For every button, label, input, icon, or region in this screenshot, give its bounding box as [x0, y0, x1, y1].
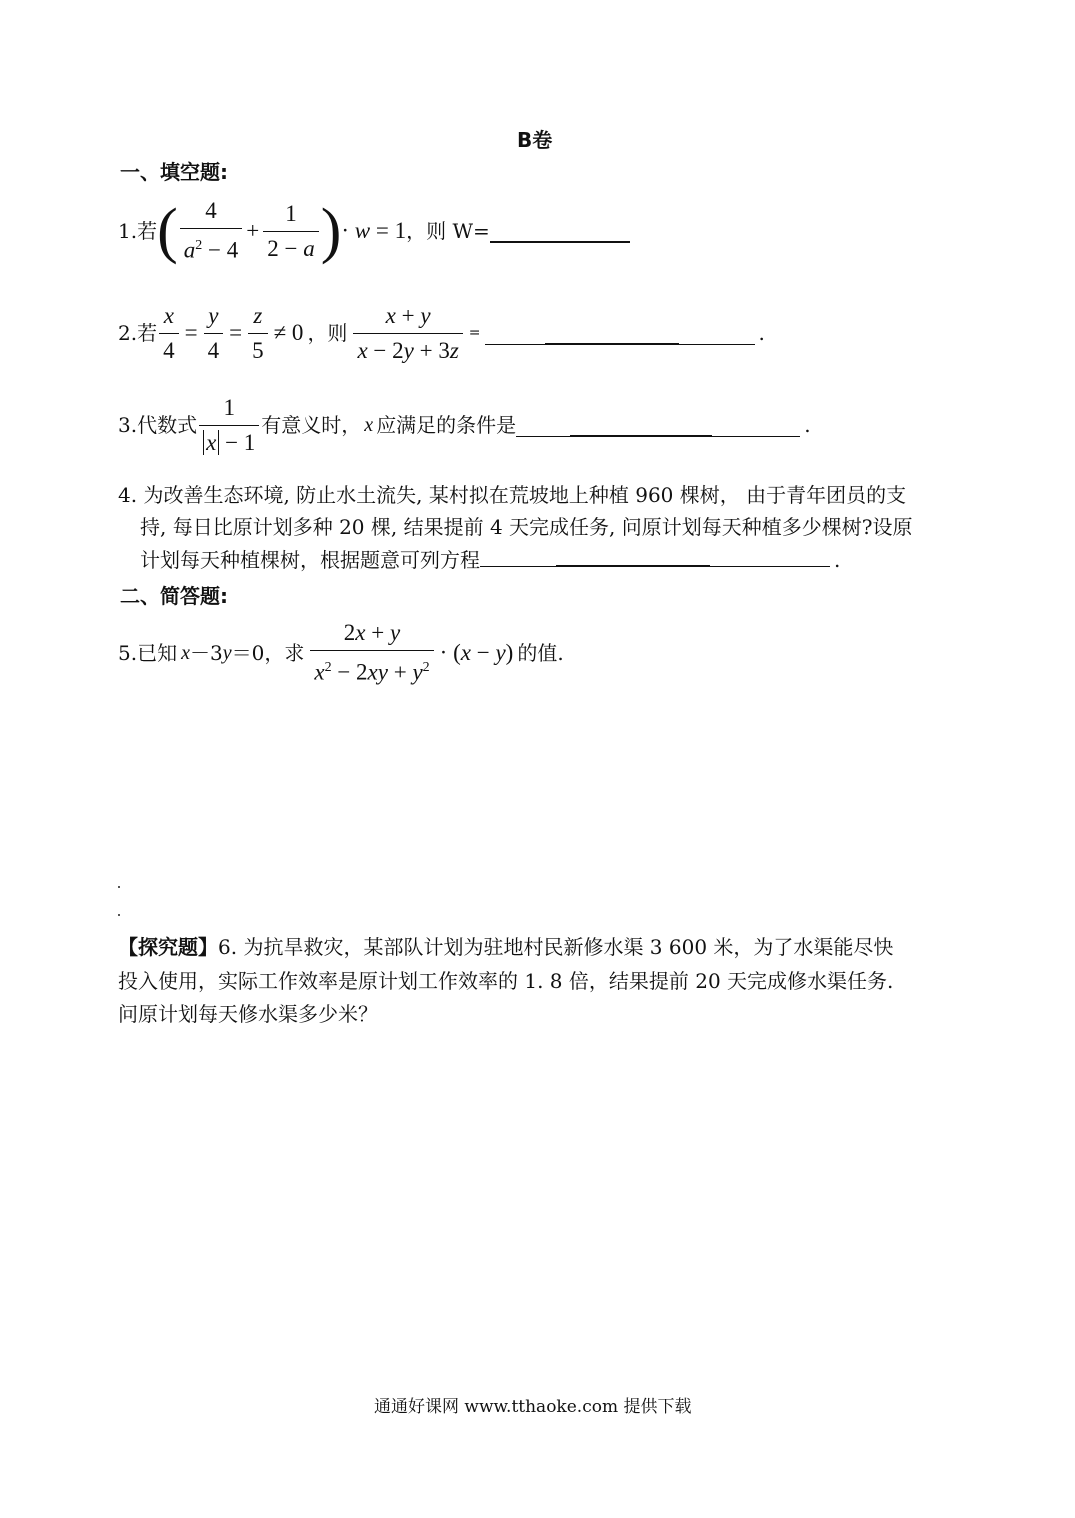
- question-2: [118, 298, 765, 368]
- q5-tail: 的值.: [517, 641, 564, 665]
- q2-ratio-expression: $\frac{x}{4}$ = $\frac{y}{4}$ = $\frac{z}{5}$ ≠ 0: [157, 301, 307, 366]
- question-5: 5. 已知 x －3 y ＝0，求 $\frac{2x + y}{x^2 - 2xy + y^2}$ · (x − y) 的值.: [118, 618, 564, 688]
- q3-end: .: [804, 413, 811, 437]
- q6-line-2: 投入使用，实际工作效率是原计划工作效率的 1. 8 倍，结果提前 20 天完成修水渠任务.: [118, 969, 894, 993]
- q5-number: 5.: [118, 641, 138, 665]
- q2-number: 2.: [118, 321, 138, 345]
- q1-fraction-1-denominator: $a^2 - 4$: [183, 237, 239, 263]
- q1-fraction-2-denominator: 2 − a: [267, 235, 315, 261]
- q6-line-1-text: 6. 为抗旱救灾，某部队计划为驻地村民新修水渠 3 600 米，为了水渠能尽快: [218, 935, 894, 959]
- page-title: B卷: [517, 128, 553, 152]
- q5-lead: 已知: [137, 641, 178, 665]
- q3-blank-right: [712, 414, 800, 437]
- q4-blank-right: [710, 544, 830, 567]
- q1-fraction-2-numerator: 1: [263, 199, 318, 232]
- footer-credit: 通通好课网 www.tthaoke.com 提供下载: [374, 1397, 692, 1417]
- q3-variable: x: [364, 414, 374, 436]
- q4-answer-blank[interactable]: [556, 543, 710, 567]
- right-paren: ): [320, 197, 342, 265]
- q4-line-3: [140, 543, 840, 577]
- question-1: [118, 196, 630, 266]
- q3-blank-left: [516, 414, 570, 437]
- stray-mark: [118, 886, 120, 888]
- q2-blank-left: [485, 322, 545, 345]
- stray-mark: [118, 914, 120, 916]
- q5-cond-mid: －3: [189, 641, 223, 665]
- section-heading-short-answer: 二、简答题:: [120, 584, 228, 608]
- q1-number: 1.: [118, 219, 138, 243]
- section-heading-fill-in: 一、填空题:: [120, 160, 228, 184]
- q3-number: 3.: [118, 413, 138, 437]
- q5-cond-end: ＝0，求: [231, 641, 305, 665]
- q2-answer-blank[interactable]: [545, 321, 679, 345]
- q3-mid2: 应满足的条件是: [376, 413, 517, 437]
- q1-fraction-2: [263, 199, 318, 264]
- q2-then: ，则: [307, 321, 348, 345]
- q1-answer-blank[interactable]: [490, 219, 630, 243]
- left-paren: (: [157, 197, 178, 265]
- q2-fraction-expression: $\frac{x + y}{x - 2y + 3z}$: [351, 301, 464, 366]
- q2-end: .: [758, 321, 765, 345]
- question-3: [118, 390, 811, 460]
- q2-lead: 若: [137, 321, 158, 345]
- q1-fraction-1: [180, 196, 242, 266]
- q1-lead: 若: [137, 219, 158, 243]
- q3-mid: 有意义时，: [261, 413, 362, 437]
- q4-blank-left: [480, 544, 556, 567]
- q2-blank-right: [679, 322, 755, 345]
- q6-line-3: 问原计划每天修水渠多少米？: [118, 1002, 378, 1026]
- q2-equals: =: [468, 325, 481, 341]
- q1-expression: ( $\frac{4}{a^2 - 4}$ + $\frac{1}{2 - a}$ ) · w = 1: [157, 197, 407, 265]
- q1-tail: ，则 W=: [406, 219, 490, 243]
- q4-end: .: [834, 548, 841, 572]
- q3-expression: $\frac{1}{x - 1}$: [197, 393, 261, 458]
- q5-expression: $\frac{2x + y}{x^2 - 2xy + y^2}$ · (x − y): [308, 618, 513, 688]
- q4-line-3-text: 计划每天种植棵树，根据题意可列方程: [140, 548, 480, 572]
- q3-lead: 代数式: [137, 413, 198, 437]
- q6-line-1: [118, 930, 893, 964]
- q4-line-1: 4. 为改善生态环境, 防止水土流失, 某村拟在荒坡地上种植 960 棵树， 由于青年团员的支: [118, 483, 907, 507]
- q6-label: 【探究题】: [118, 935, 218, 959]
- q4-line-2: 持, 每日比原计划多种 20 棵, 结果提前 4 天完成任务, 问原计划每天种植多少棵树?设原: [140, 515, 913, 539]
- q1-fraction-1-numerator: 4: [180, 196, 242, 229]
- q3-answer-blank[interactable]: [570, 413, 712, 437]
